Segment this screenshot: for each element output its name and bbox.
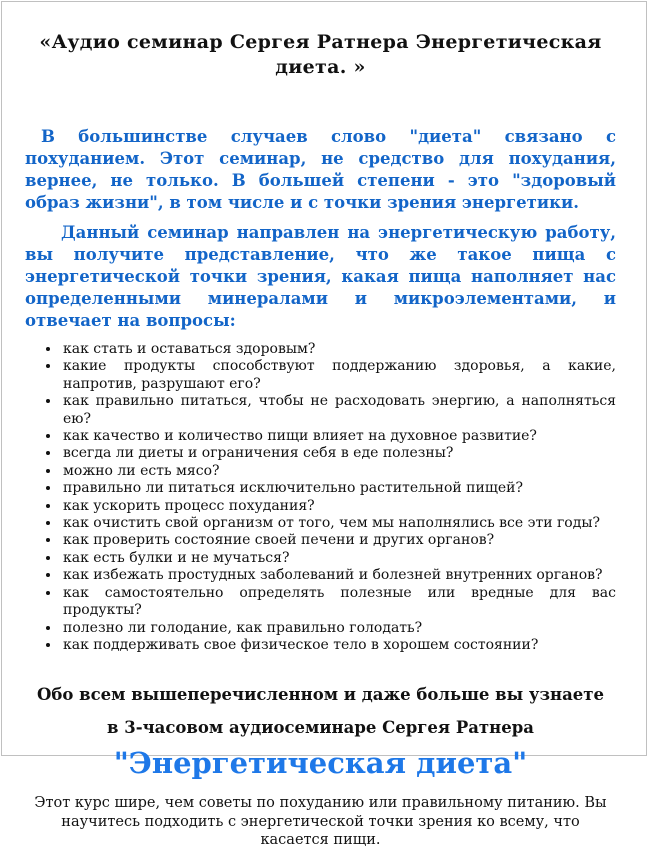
question-item: • как поддерживать свое физическое тело в хорошем состоянии?: [61, 637, 616, 654]
question-item: • как есть булки и не мучаться?: [61, 550, 616, 567]
outro-line-2: в 3-часовом аудиосеминаре Сергея Ратнера: [107, 718, 534, 738]
question-item: • можно ли есть мясо?: [61, 463, 616, 480]
document-page: [1, 1, 647, 849]
question-item: • как правильно питаться, чтобы не расходовать энергию, а наполняться ею?: [61, 393, 616, 428]
seminar-title: "Энергетическая диета": [113, 746, 528, 781]
question-item: • всегда ли диеты и ограничения себя в еде полезны?: [61, 445, 616, 462]
question-item: • как самостоятельно определять полезные или вредные для вас продукты?: [61, 585, 616, 620]
question-item: • правильно ли питаться исключительно растительной пищей?: [61, 480, 616, 497]
question-item: • как избежать простудных заболеваний и болезней внутренних органов?: [61, 567, 616, 584]
closing-paragraph: Этот курс шире, чем советы по похуданию или правильному питанию. Вы научитесь подходить с энергетической точки зрения ко всему, что касается пищи.: [34, 795, 607, 849]
questions-list: [25, 341, 616, 654]
question-item: • как очистить свой организм от того, чем мы наполнялись все эти годы?: [61, 515, 616, 532]
page-title: «Аудио семинар Сергея Ратнера Энергетическая диета. »: [39, 31, 602, 78]
question-item: • какие продукты способствуют поддержанию здоровья, а какие, напротив, разрушают его?: [61, 358, 616, 393]
question-item: • как ускорить процесс похудания?: [61, 498, 616, 515]
question-item: • полезно ли голодание, как правильно голодать?: [61, 620, 616, 637]
intro-paragraph-2: Данный семинар направлен на энергетическую работу, вы получите представление, что же такое пища с энергетической точки зрения, какая пища наполняет нас определенными минералами и микроэлементами, и отвечает на вопросы:: [25, 223, 616, 330]
question-item: • как проверить состояние своей печени и других органов?: [61, 532, 616, 549]
outro-line-1: Обо всем вышеперечисленном и даже больше вы узнаете: [36, 685, 604, 705]
intro-paragraph-1: В большинстве случаев слово "диета" связано с похуданием. Этот семинар, не средство для похудания, вернее, не только. В большей степени - это "здоровый образ жизни", в том числе и с точки зрения энергетики.: [25, 127, 616, 212]
question-item: • как стать и оставаться здоровым?: [61, 341, 616, 358]
question-item: • как качество и количество пищи влияет на духовное развитие?: [61, 428, 616, 445]
